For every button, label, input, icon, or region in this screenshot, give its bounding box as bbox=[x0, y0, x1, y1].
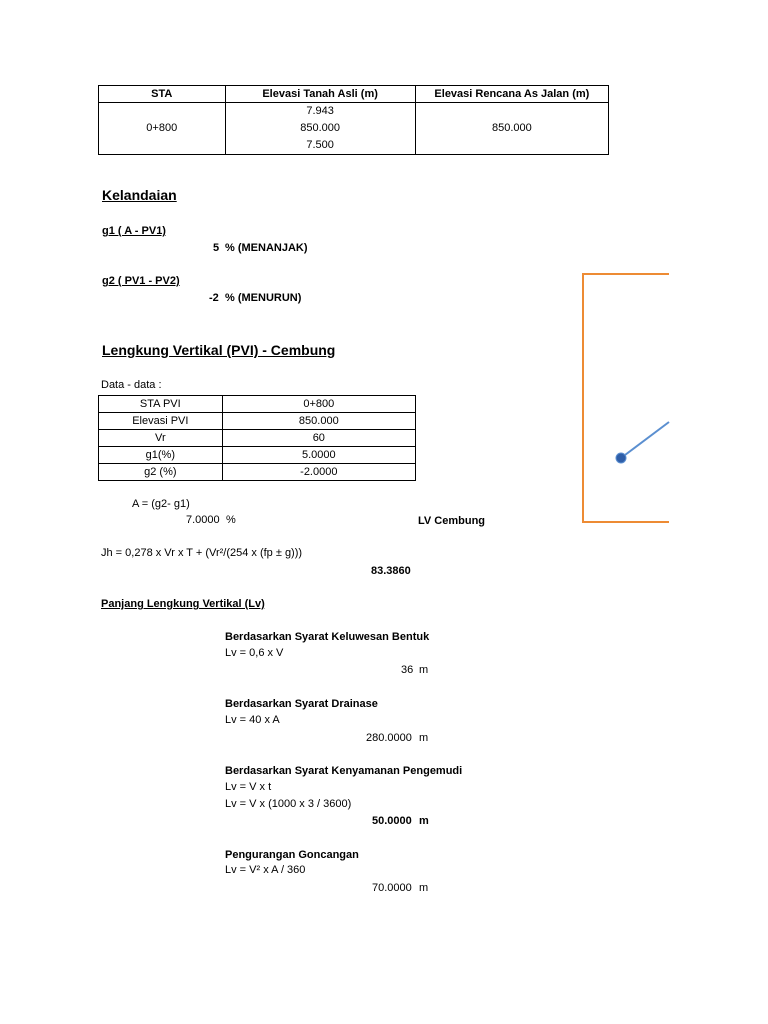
syarat-kenyamanan-unit: m bbox=[419, 815, 429, 827]
grade-line bbox=[621, 422, 669, 458]
elevasi-rencana-cell: 850.000 bbox=[415, 103, 608, 155]
a-unit: % bbox=[226, 514, 236, 526]
g1-value: 5 bbox=[213, 242, 220, 254]
pvi-data-table bbox=[98, 395, 416, 481]
table-row bbox=[99, 464, 416, 481]
table-row bbox=[99, 103, 609, 155]
row-value: 60 bbox=[222, 430, 415, 447]
syarat-kenyamanan-formula-2: Lv = V x (1000 x 3 / 3600) bbox=[225, 798, 352, 810]
syarat-kenyamanan-formula-1: Lv = V x t bbox=[225, 781, 272, 793]
goncangan-unit: m bbox=[419, 882, 429, 894]
goncangan-title: Pengurangan Goncangan bbox=[225, 849, 359, 861]
g2-note: % (MENURUN) bbox=[225, 292, 302, 304]
elevasi-tanah-value: 7.943 bbox=[306, 105, 334, 117]
syarat-drainase-formula: Lv = 40 x A bbox=[225, 714, 280, 726]
row-value: 5.0000 bbox=[222, 447, 415, 464]
row-key: g2 (%) bbox=[99, 464, 223, 481]
pvi-point bbox=[616, 453, 626, 463]
lv-cembung-diagram bbox=[576, 266, 768, 530]
panjang-heading: Panjang Lengkung Vertikal (Lv) bbox=[101, 598, 265, 610]
goncangan-formula: Lv = V² x A / 360 bbox=[225, 864, 306, 876]
sta-table bbox=[98, 85, 609, 155]
syarat-drainase-value: 280.0000 bbox=[366, 732, 412, 744]
header-elevasi-tanah-asli: Elevasi Tanah Asli (m) bbox=[225, 86, 415, 103]
jh-value: 83.3860 bbox=[371, 565, 411, 577]
data-label: Data - data : bbox=[101, 379, 162, 391]
elevasi-tanah-value: 7.500 bbox=[306, 139, 334, 151]
elevasi-tanah-value: 850.000 bbox=[300, 122, 340, 134]
table-row bbox=[99, 430, 416, 447]
row-key: STA PVI bbox=[99, 396, 223, 413]
syarat-kenyamanan-value: 50.0000 bbox=[372, 815, 412, 827]
row-key: Vr bbox=[99, 430, 223, 447]
sta-cell: 0+800 bbox=[99, 103, 226, 155]
syarat-keluwesan-formula: Lv = 0,6 x V bbox=[225, 647, 284, 659]
syarat-kenyamanan-title: Berdasarkan Syarat Kenyamanan Pengemudi bbox=[225, 765, 463, 777]
jh-formula: Jh = 0,278 x Vr x T + (Vr²/(254 x (fp ± g))) bbox=[101, 547, 303, 559]
diagram-frame bbox=[583, 274, 669, 522]
row-value: 0+800 bbox=[222, 396, 415, 413]
a-formula: A = (g2- g1) bbox=[132, 498, 190, 510]
g1-note: % (MENANJAK) bbox=[225, 242, 308, 254]
row-key: Elevasi PVI bbox=[99, 413, 223, 430]
g2-label: g2 ( PV1 - PV2) bbox=[102, 275, 180, 287]
g2-value: -2 bbox=[209, 292, 219, 304]
table-row bbox=[99, 413, 416, 430]
syarat-keluwesan-unit: m bbox=[419, 664, 429, 676]
row-value: 850.000 bbox=[222, 413, 415, 430]
g1-label: g1 ( A - PV1) bbox=[102, 225, 166, 237]
row-value: -2.0000 bbox=[222, 464, 415, 481]
table-header-row bbox=[99, 86, 609, 103]
lv-cembung-label: LV Cembung bbox=[418, 515, 486, 527]
elevasi-tanah-cell bbox=[225, 103, 415, 155]
goncangan-value: 70.0000 bbox=[372, 882, 412, 894]
syarat-drainase-unit: m bbox=[419, 732, 429, 744]
table-row bbox=[99, 447, 416, 464]
syarat-keluwesan-title: Berdasarkan Syarat Keluwesan Bentuk bbox=[225, 631, 430, 643]
table-row bbox=[99, 396, 416, 413]
syarat-keluwesan-value: 36 bbox=[401, 664, 414, 676]
header-sta: STA bbox=[99, 86, 226, 103]
header-elevasi-rencana: Elevasi Rencana As Jalan (m) bbox=[415, 86, 608, 103]
a-value: 7.0000 bbox=[186, 514, 220, 526]
kelandaian-heading: Kelandaian bbox=[102, 187, 177, 203]
row-key: g1(%) bbox=[99, 447, 223, 464]
lengkung-heading: Lengkung Vertikal (PVI) - Cembung bbox=[102, 342, 336, 358]
syarat-drainase-title: Berdasarkan Syarat Drainase bbox=[225, 698, 378, 710]
